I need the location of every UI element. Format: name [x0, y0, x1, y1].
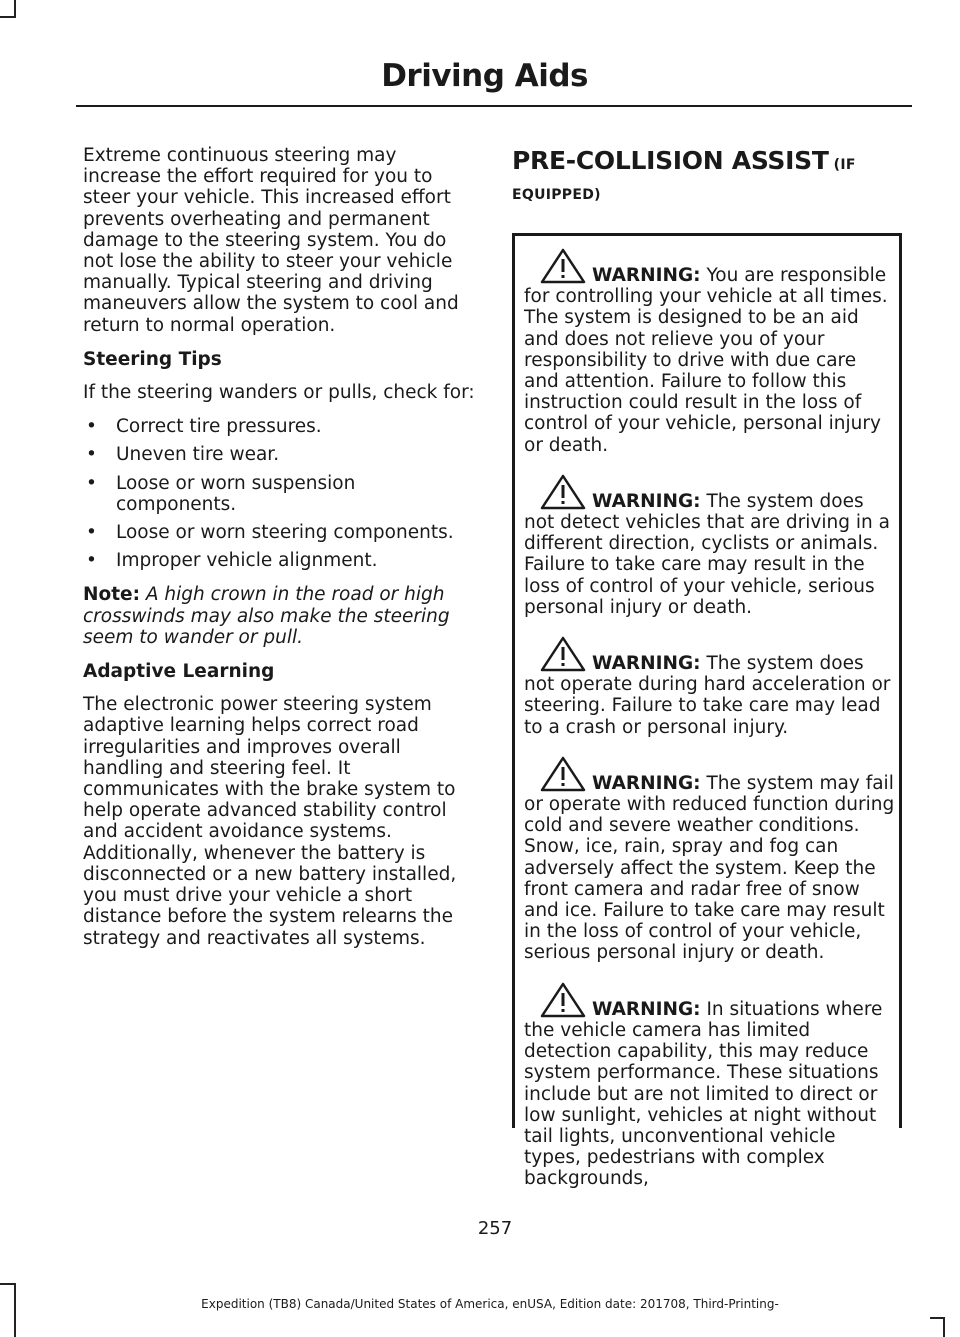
warning-block: [515, 982, 899, 1190]
warning-label: WARNING:: [592, 265, 701, 286]
right-column: [512, 145, 904, 203]
list-item-text: Improper vehicle alignment.: [116, 550, 378, 572]
note-text: A high crown in the road or high crosswinds may also make the steering seem to wander or pull.: [83, 584, 450, 648]
warning-label: WARNING:: [592, 772, 701, 794]
page-header-title: Driving Aids: [381, 58, 588, 94]
list-item-text: Loose or worn suspension components.: [116, 472, 356, 515]
warning-triangle-icon: [540, 636, 586, 672]
bullet: •: [86, 444, 97, 466]
crop-mark: [930, 1317, 944, 1319]
bullet: •: [86, 416, 97, 438]
warning-text: The system does not operate during hard acceleration or steering. Failure to take care may lead to a crash or personal injury.: [524, 653, 891, 738]
steering-tips-heading: Steering Tips: [83, 348, 222, 370]
warning-block: [515, 248, 899, 456]
list-item: [83, 522, 475, 543]
warning-label: WARNING:: [592, 653, 701, 675]
list-item-text: Loose or worn steering components.: [116, 522, 454, 544]
warning-triangle-icon: [540, 756, 586, 792]
section-heading: [512, 145, 904, 177]
list-item-text: Correct tire pressures.: [116, 416, 322, 438]
page-number: 257: [477, 1218, 513, 1239]
note: [83, 584, 475, 648]
warning-block: [515, 756, 899, 964]
warning-box: [512, 233, 902, 1190]
header-rule: [76, 105, 912, 107]
crop-mark: [943, 1317, 945, 1337]
warning-triangle-icon: [540, 474, 586, 510]
warning-text: You are responsible for controlling your vehicle at all times. The system is designed to be an aid and does not relieve you of your responsibility to drive with due care and attention. Failure to follow this instruction could result in the loss of control of your vehicle, personal injury or death.: [524, 265, 888, 456]
warning-block: [515, 636, 899, 738]
left-column: [83, 145, 475, 962]
list-item: [83, 550, 475, 571]
list-item: [83, 473, 475, 515]
crop-mark: [0, 1283, 16, 1285]
bullet: •: [86, 550, 97, 572]
adaptive-learning-heading: Adaptive Learning: [83, 661, 275, 683]
warning-text: The system does not detect vehicles that are driving in a different direction, cyclists or animals. Failure to take care may result in the loss of control of your vehicle, serious personal injury or death.: [524, 490, 890, 618]
crop-mark: [0, 16, 16, 18]
tips-intro: If the steering wanders or pulls, check for:: [83, 382, 475, 404]
footer-text: Expedition (TB8) Canada/United States of America, enUSA, Edition date: 201708, Third-Printing-: [201, 1297, 779, 1311]
list-item-text: Uneven tire wear.: [116, 444, 280, 466]
section-title-suffix-line2: EQUIPPED): [512, 187, 601, 203]
bullet: •: [86, 522, 97, 544]
note-label: Note:: [83, 584, 140, 606]
warning-block: [515, 474, 899, 618]
adaptive-learning-paragraph: The electronic power steering system adaptive learning helps correct road irregularities and improves overall handling and steering feel. It communicates with the brake system to help operate advanced stability control and accident avoidance systems. Additionally, whenever the battery is disconnected or a new battery installed, you must drive your vehicle a short distance before the system relearns the strategy and reactivates all systems.: [83, 694, 457, 949]
warning-text: The system may fail or operate with reduced function during cold and severe weather conditions. Snow, ice, rain, spray and fog can adversely affect the system. Keep the front camera and radar free of snow and ice. Failure to take care may result in the loss of control of your vehicle, serious personal injury or death.: [524, 772, 895, 964]
intro-paragraph: Extreme continuous steering may increase the effort required for you to steer your vehicle. This increased effort prevents overheating and permanent damage to the steering system. You do not lose the ability to steer your vehicle manually. Typical steering and driving maneuvers allow the system to cool and return to normal operation.: [83, 145, 459, 336]
tips-list: [83, 416, 475, 571]
list-item: [83, 416, 475, 437]
section-title: PRE-COLLISION ASSIST: [512, 146, 829, 175]
bullet: •: [86, 472, 97, 494]
section-title-suffix: (IF: [833, 157, 856, 173]
warning-triangle-icon: [540, 248, 586, 284]
warning-triangle-icon: [540, 982, 586, 1018]
warning-label: WARNING:: [592, 490, 701, 512]
warning-text: In situations where the vehicle camera has limited detection capability, this may reduce system performance. These situations include but are not limited to direct or low sunlight, vehicles at night without tail lights, unconventional vehicle types, pedestrians with complex backgrounds,: [524, 998, 883, 1190]
list-item: [83, 444, 475, 465]
warning-label: WARNING:: [592, 998, 701, 1020]
